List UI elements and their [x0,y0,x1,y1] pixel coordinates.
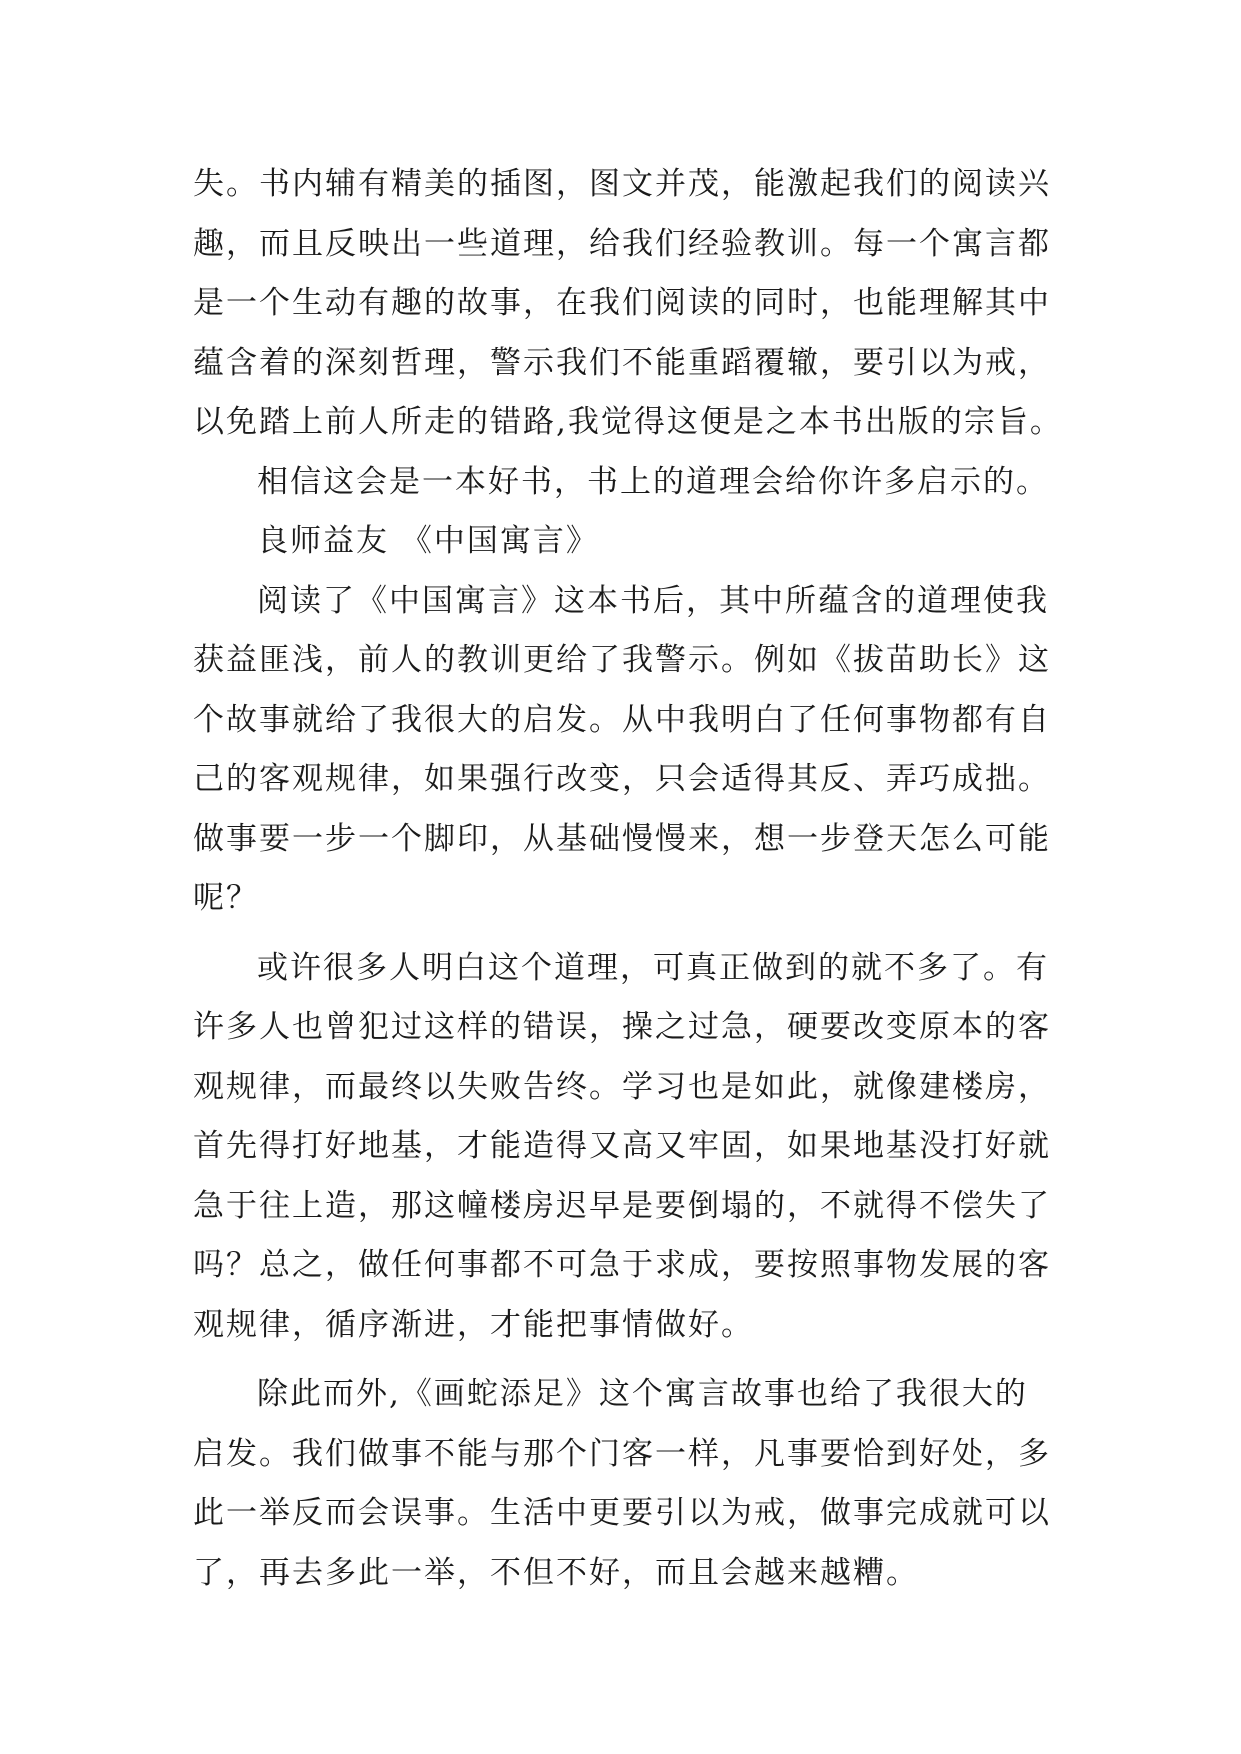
text-line: 了，再去多此一举，不但不好，而且会越来越糟。 [193,1554,919,1591]
text-line: 获益匪浅，前人的教训更给了我警示。例如《拔苗助长》这 [193,642,1051,678]
text-line: 相信这会是一本好书，书上的道理会给你许多启示的。 [257,463,1049,500]
text-line: 急于往上造，那这幢楼房迟早是要倒塌的，不就得不偿失了 [193,1187,1051,1224]
text-line: 呢？ [193,880,259,916]
section-title: 良师益友 《中国寓言》 [257,523,599,559]
text-line: 许多人也曾犯过这样的错误，操之过急，硬要改变原本的客 [193,1009,1051,1045]
text-line: 个故事就给了我很大的启发。从中我明白了任何事物都有自 [193,701,1051,738]
text-line: 吗？总之，做任何事都不可急于求成，要按照事物发展的客 [193,1247,1051,1283]
text-line: 己的客观规律，如果强行改变，只会适得其反、弄巧成拙。 [193,761,1051,797]
text-line: 趣，而且反映出一些道理，给我们经验教训。每一个寓言都 [193,225,1051,262]
text-line: 观规律，而最终以失败告终。学习也是如此，就像建楼房， [193,1068,1051,1105]
text-line: 阅读了《中国寓言》这本书后，其中所蕴含的道理使我 [257,582,1049,619]
text-line: 首先得打好地基，才能造得又高又牢固，如果地基没打好就 [193,1128,1051,1164]
text-line: 失。书内辅有精美的插图，图文并茂，能激起我们的阅读兴 [193,166,1051,202]
text-line: 除此而外,《画蛇添足》这个寓言故事也给了我很大的 [257,1376,1028,1412]
text-line: 是一个生动有趣的故事，在我们阅读的同时，也能理解其中 [193,285,1051,321]
text-line: 观规律，循序渐进，才能把事情做好。 [193,1306,754,1343]
document-body [193,155,1073,1603]
text-line: 蕴含着的深刻哲理，警示我们不能重蹈覆辙，要引以为戒， [193,344,1051,381]
text-line: 此一举反而会误事。生活中更要引以为戒，做事完成就可以 [193,1495,1051,1531]
text-line: 以免踏上前人所走的错路,我觉得这便是之本书出版的宗旨。 [193,404,1063,440]
text-line: 启发。我们做事不能与那个门客一样，凡事要恰到好处，多 [193,1435,1051,1472]
text-line: 或许很多人明白这个道理，可真正做到的就不多了。有 [257,949,1049,986]
text-line: 做事要一步一个脚印，从基础慢慢来，想一步登天怎么可能 [193,820,1051,857]
